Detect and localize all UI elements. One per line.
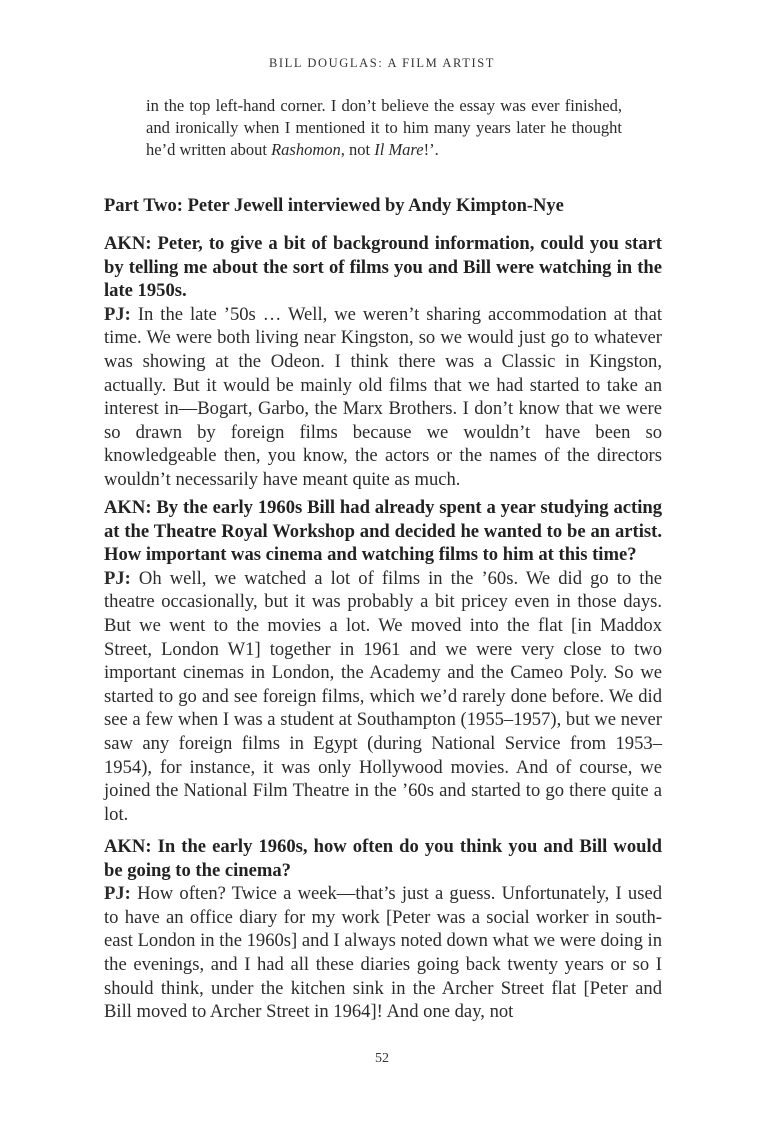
interview-question: AKN: Peter, to give a bit of background information, could you start by telling me about the sort of films you and Bill were watching in the late 1950s.	[104, 233, 662, 302]
interview-question: AKN: In the early 1960s, how often do you think you and Bill would be going to the cinema?	[104, 836, 662, 881]
qa-block-2	[104, 496, 662, 826]
quote-text-end: !’.	[423, 140, 439, 159]
quote-text-middle: , not	[340, 140, 375, 159]
answer-text: In the late ’50s … Well, we weren’t sharing accommodation at that time. We were both living near Kingston, so we would just go to whatever was showing at the Odeon. I think there was a Classic in Kingston, actually. But it would be mainly old films that we had started to take an interest in—Bogart, Garbo, the Marx Brothers. I don’t know that we were so drawn by foreign films because we wouldn’t have been so knowledgeable then, you know, the actors or the names of the directors wouldn’t necessarily have meant quite as much.	[104, 303, 662, 490]
interview-answer	[104, 882, 662, 1024]
quote-text-start: in the top left-hand corner. I don’t believe the essay was ever finished, and ironically when I mentioned it to him many years later he thought he’d written about	[146, 96, 622, 159]
interview-answer	[104, 567, 662, 827]
qa-block-1	[104, 232, 662, 492]
interview-answer	[104, 303, 662, 492]
answer-text: Oh well, we watched a lot of films in the ’60s. We did go to the theatre occasionally, but it was probably a bit pricey even in those days. But we went to the movies a lot. We moved into the flat [in Maddox Street, London W1] together in 1961 and we were very close to two important cinemas in London, the Academy and the Cameo Poly. So we started to go and see foreign films, which we’d rarely done before. We did see a few when I was a student at Southampton (1955–1957), but we never saw any foreign films in Egypt (during National Service from 1953–1954), for instance, it was only Hollywood movies. And of course, we joined the National Film Theatre in the ’60s and started to go there quite a lot.	[104, 567, 662, 825]
answer-text: How often? Twice a week—that’s just a guess. Unfortunately, I used to have an office diary for my work [Peter was a social worker in south-east London in the 1960s] and I always noted down what we were doing in the evenings, and I had all these diaries going back twenty years or so I should think, under the kitchen sink in the Archer Street flat [Peter and Bill moved to Archer Street in 1964]! And one day, not	[104, 883, 662, 1023]
film-title-rashomon: Rashomon	[271, 140, 341, 159]
answer-speaker: PJ:	[104, 883, 131, 905]
answer-speaker: PJ:	[104, 567, 131, 589]
page-number: 52	[375, 1051, 389, 1066]
section-heading: Part Two: Peter Jewell interviewed by Andy Kimpton-Nye	[104, 196, 564, 216]
qa-block-3	[104, 835, 662, 1024]
block-quote	[146, 95, 622, 161]
answer-speaker: PJ:	[104, 303, 131, 325]
film-title-il-mare: Il Mare	[374, 140, 424, 159]
block-quote-text	[146, 95, 622, 161]
interview-question: AKN: By the early 1960s Bill had already spent a year studying acting at the Theatre Royal Workshop and decided he wanted to be an artist. How important was cinema and watching films to him at this time?	[104, 497, 662, 566]
running-header: BILL DOUGLAS: A FILM ARTIST	[268, 56, 496, 70]
